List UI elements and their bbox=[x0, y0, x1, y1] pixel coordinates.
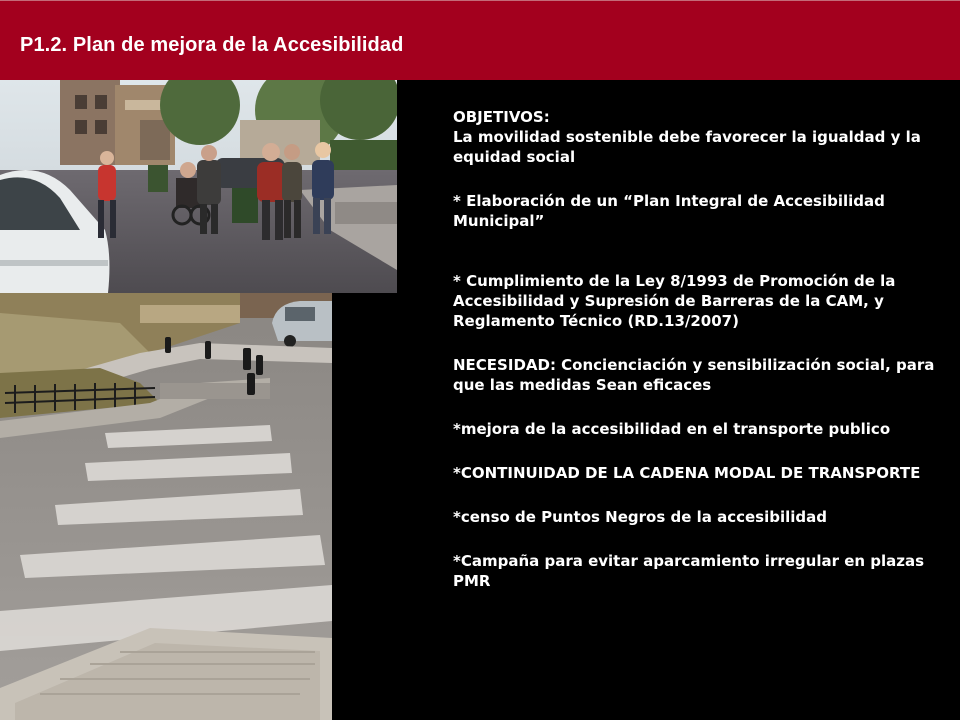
spacer bbox=[453, 395, 953, 419]
item-transporte: *mejora de la accesibilidad en el transporte publico bbox=[453, 420, 891, 438]
crosswalk-photo bbox=[0, 293, 332, 720]
street-pedestrians-photo bbox=[0, 80, 397, 293]
item-continuidad: *CONTINUIDAD DE LA CADENA MODAL DE TRANSPORTE bbox=[453, 464, 921, 482]
slide-title: P1.2. Plan de mejora de la Accesibilidad bbox=[20, 34, 404, 56]
objectives-label: OBJETIVOS: bbox=[453, 108, 550, 126]
spacer bbox=[453, 231, 953, 271]
objectives-text: La movilidad sostenible debe favorecer la igualdad y la equidad social bbox=[453, 128, 921, 166]
item-ley: * Cumplimiento de la Ley 8/1993 de Promoción de la Accesibilidad y Supresión de Barreras de la CAM, y Reglamento Técnico (RD.13/2007) bbox=[453, 272, 896, 330]
objectives-text-block bbox=[453, 107, 953, 591]
spacer bbox=[453, 331, 953, 355]
item-campana: *Campaña para evitar aparcamiento irregular en plazas PMR bbox=[453, 552, 925, 590]
item-censo: *censo de Puntos Negros de la accesibilidad bbox=[453, 508, 827, 526]
spacer bbox=[453, 527, 953, 551]
spacer bbox=[453, 439, 953, 463]
item-necesidad: NECESIDAD: Concienciación y sensibilización social, para que las medidas Sean eficaces bbox=[453, 356, 935, 394]
title-bar bbox=[0, 0, 960, 84]
spacer bbox=[453, 167, 953, 191]
item-plan-integral: * Elaboración de un “Plan Integral de Accesibilidad Municipal” bbox=[453, 192, 885, 230]
spacer bbox=[453, 483, 953, 507]
